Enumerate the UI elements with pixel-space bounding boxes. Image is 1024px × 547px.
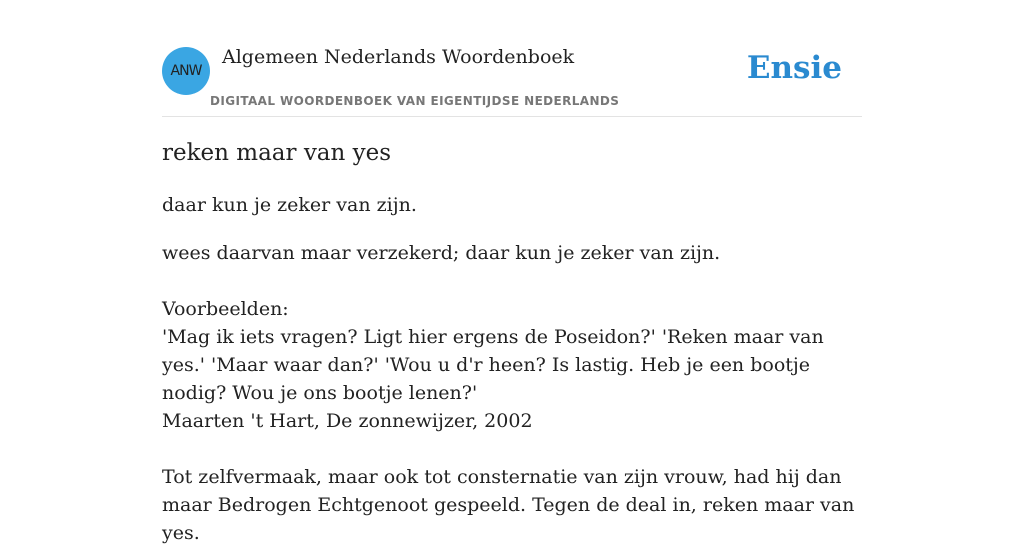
entry-term: reken maar van yes: [162, 140, 392, 166]
site-subtitle: DIGITAAL WOORDENBOEK VAN EIGENTIJDSE NEDERLANDS: [210, 94, 620, 108]
example-quote: Tot zelfvermaak, maar ook tot consternatie van zijn vrouw, had hij dan maar Bedrogen Echtgenoot gespeeld. Tegen de deal in, reken maar van yes.: [162, 466, 855, 544]
short-definition: daar kun je zeker van zijn.: [162, 194, 417, 216]
spacer: [162, 435, 862, 463]
entry-body: [162, 239, 862, 547]
spacer: [162, 267, 862, 295]
site-title[interactable]: Algemeen Nederlands Woordenboek: [222, 46, 575, 68]
site-header: [162, 0, 862, 117]
example-quote: 'Mag ik iets vragen? Ligt hier ergens de Poseidon?' 'Reken maar van yes.' 'Maar waar dan?' 'Wou u d'r heen? Is lastig. Heb je een bootje nodig? Wou je ons bootje lenen?': [162, 326, 824, 404]
anw-logo[interactable]: ANW: [162, 47, 210, 95]
page-container: [162, 0, 862, 544]
example-source: Maarten 't Hart, De zonnewijzer, 2002: [162, 410, 533, 432]
examples-label: Voorbeelden:: [162, 298, 289, 320]
ensie-logo[interactable]: Ensie: [746, 50, 842, 86]
definition-text: wees daarvan maar verzekerd; daar kun je zeker van zijn.: [162, 242, 721, 264]
